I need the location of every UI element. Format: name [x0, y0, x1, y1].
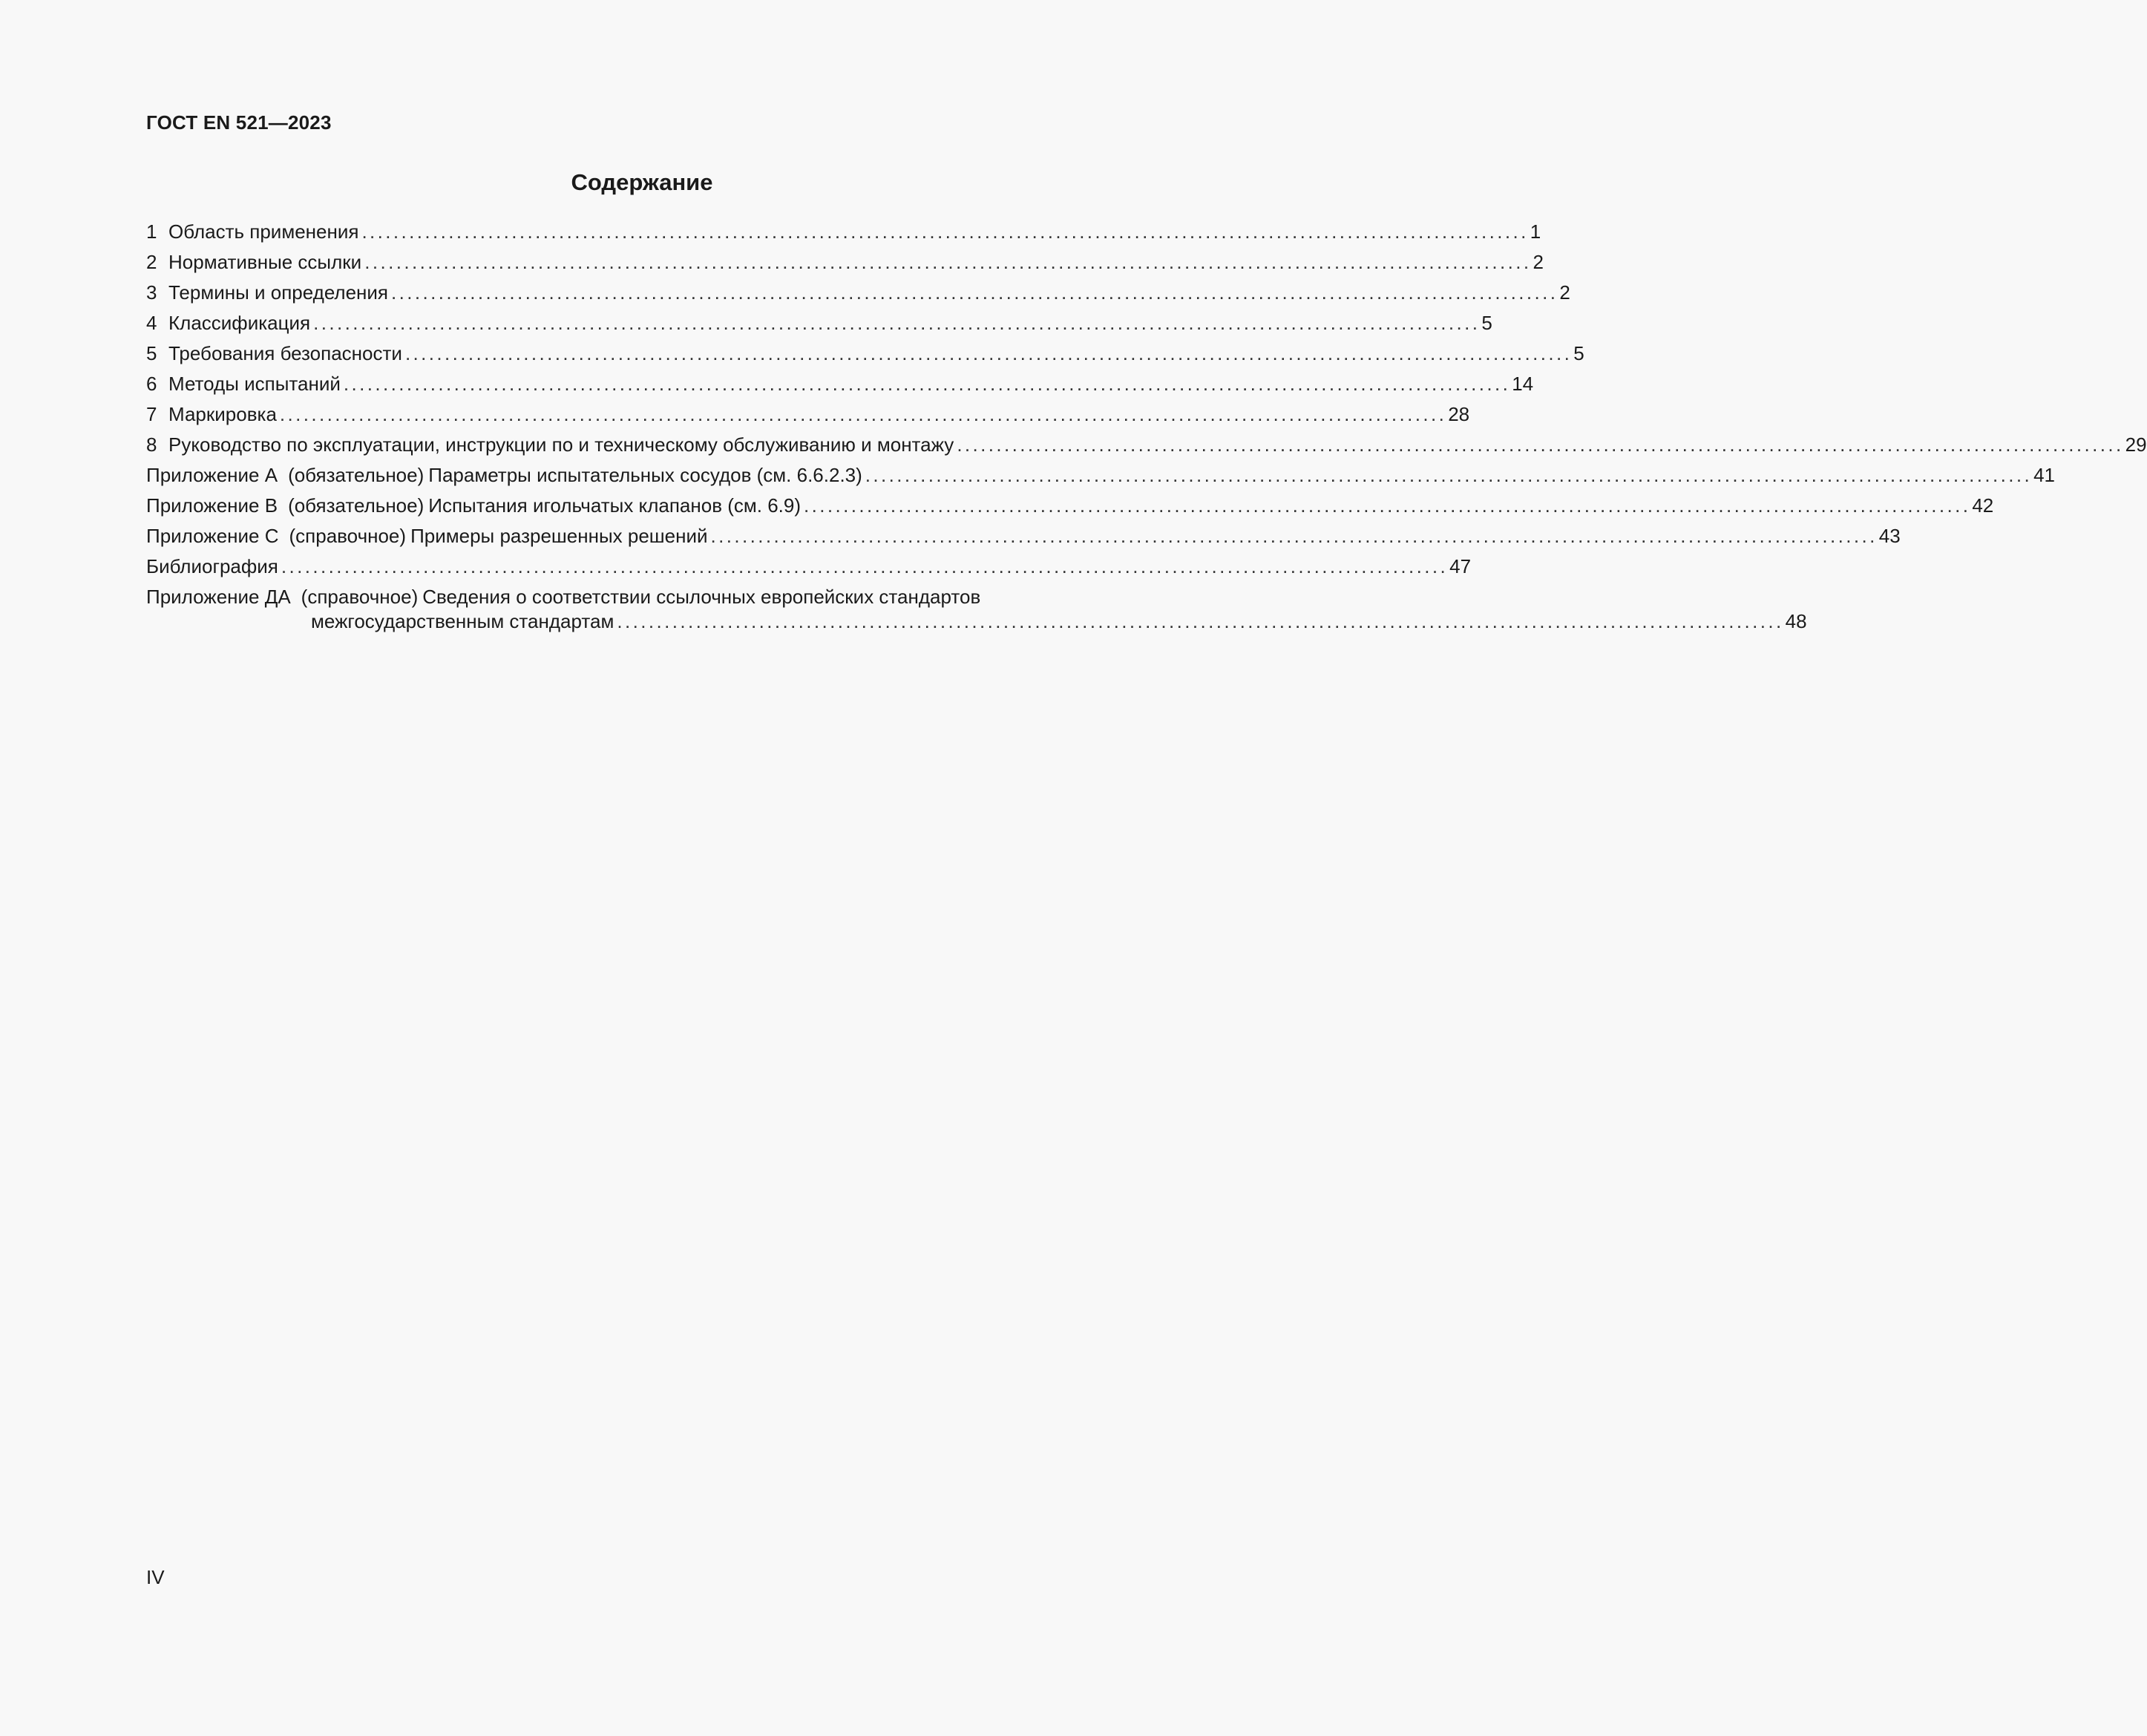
annex-kind: (обязательное) [288, 464, 425, 486]
toc-entry-1[interactable] [146, 214, 1541, 244]
annex-title-continued: межгосударственным стандартам [311, 610, 614, 632]
toc-entry-page: 47 [1449, 555, 1472, 577]
annex-prefix: Приложение В [146, 494, 278, 517]
toc-entry-label: Библиография [146, 555, 278, 577]
toc-entry-page: 48 [1785, 610, 1807, 632]
toc-entry-number: 6 [146, 373, 157, 395]
toc-entry-label: Нормативные ссылки [168, 251, 362, 273]
toc-entry-label: Классификация [168, 312, 311, 334]
document-code: ГОСТ EN 521—2023 [146, 111, 332, 134]
toc-entry-page: 2 [1533, 251, 1544, 273]
toc-entry-7[interactable] [146, 396, 1470, 427]
toc-annex-da[interactable] [146, 579, 1139, 609]
toc-entry-label: Маркировка [168, 403, 277, 425]
dot-leader: .................................................................................................................................................... [313, 312, 1481, 334]
dot-leader: .................................................................................................................................................... [281, 555, 1449, 577]
toc-entry-page: 43 [1878, 525, 1901, 547]
toc-entry-page: 42 [1972, 494, 1994, 517]
toc-entry-5[interactable] [146, 335, 1584, 366]
toc-annex-a[interactable] [146, 457, 2056, 488]
annex-title: Сведения о соответствии ссылочных европейских стандартов [422, 586, 981, 608]
dot-leader: .................................................................................................................................................... [361, 220, 1529, 243]
toc-entry-page: 5 [1481, 312, 1492, 334]
toc-annex-da-continued[interactable] [146, 609, 1807, 634]
annex-kind: (справочное) [289, 525, 407, 547]
page-number: IV [146, 1566, 165, 1588]
toc-entry-label: Требования безопасности [168, 342, 402, 364]
toc-entry-number: 3 [146, 281, 157, 304]
dot-leader: .................................................................................................................................................... [343, 373, 1511, 395]
toc-entry-number: 5 [146, 342, 157, 364]
dot-leader: .................................................................................................................................................... [391, 281, 1558, 304]
toc-entry-number: 7 [146, 403, 157, 425]
dot-leader: .................................................................................................................................................... [364, 251, 1532, 273]
annex-prefix: Приложение ДА [146, 586, 291, 608]
annex-kind: (справочное) [301, 586, 419, 608]
toc-entry-label: Руководство по эксплуатации, инструкции по и техническому обслуживанию и монтажу [168, 433, 954, 456]
toc-entry-page: 29 [2125, 433, 2147, 456]
toc-entry-page: 2 [1559, 281, 1570, 304]
dot-leader: .................................................................................................................................................... [710, 525, 1878, 547]
toc-entry-page: 5 [1573, 342, 1584, 364]
toc-annex-c[interactable] [146, 518, 1901, 548]
toc-entry-label: Термины и определения [168, 281, 389, 304]
toc-entry-page: 1 [1530, 220, 1541, 243]
toc-title: Содержание [571, 169, 713, 195]
toc-entry-number: 4 [146, 312, 157, 334]
toc-entry-label: Методы испытаний [168, 373, 341, 395]
toc-entry-label: Область применения [168, 220, 359, 243]
annex-title: Параметры испытательных сосудов (см. 6.6.2.3) [428, 464, 862, 486]
dot-leader: .................................................................................................................................................... [279, 403, 1447, 425]
toc-entry-8[interactable] [146, 427, 2147, 457]
toc-entry-page: 14 [1512, 373, 1534, 395]
table-of-contents [146, 214, 2147, 634]
dot-leader: .................................................................................................................................................... [404, 342, 1573, 364]
toc-entry-number: 8 [146, 433, 157, 456]
toc-entry-number: 1 [146, 220, 157, 243]
annex-title: Испытания игольчатых клапанов (см. 6.9) [428, 494, 802, 517]
annex-kind: (обязательное) [288, 494, 425, 517]
toc-entry-3[interactable] [146, 275, 1570, 305]
toc-entry-number: 2 [146, 251, 157, 273]
dot-leader: .................................................................................................................................................... [957, 433, 2124, 456]
annex-title: Примеры разрешенных решений [410, 525, 708, 547]
dot-leader: .................................................................................................................................................... [617, 610, 1784, 632]
toc-annex-b[interactable] [146, 488, 1994, 518]
dot-leader: .................................................................................................................................................... [804, 494, 1971, 517]
toc-entry-page: 41 [2033, 464, 2056, 486]
toc-entry-6[interactable] [146, 366, 1534, 396]
annex-prefix: Приложение С [146, 525, 279, 547]
annex-prefix: Приложение А [146, 464, 278, 486]
toc-entry-4[interactable] [146, 305, 1492, 335]
toc-entry-page: 28 [1448, 403, 1470, 425]
toc-entry-2[interactable] [146, 244, 1544, 275]
toc-bibliography[interactable] [146, 548, 1472, 579]
dot-leader: .................................................................................................................................................... [865, 464, 2033, 486]
